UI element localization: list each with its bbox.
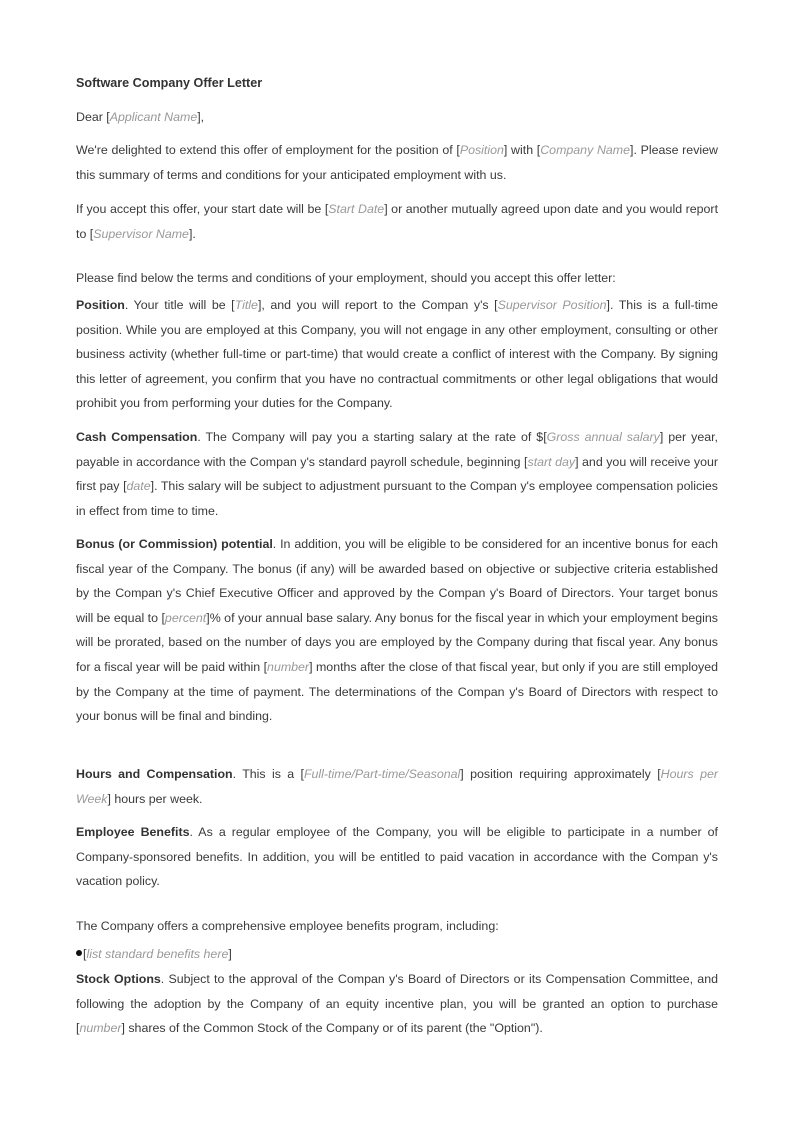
placeholder-supervisor-position: Supervisor Position: [497, 298, 607, 312]
placeholder-start-date: Start Date: [328, 202, 385, 216]
cash-text: . The Company will pay you a starting salary at the rate of $[: [197, 430, 547, 444]
cash-text: ] and you will receive your first pay [: [76, 454, 718, 494]
placeholder-employment-type: Full-time/Part-time/Seasonal: [303, 767, 461, 781]
hours-text: . This is a [: [232, 767, 304, 781]
terms-intro: Please find below the terms and conditions of your employment, should you accept this offer letter:: [76, 271, 616, 285]
section-heading-stock-options: Stock Options: [76, 972, 161, 986]
placeholder-percent: percent: [164, 610, 207, 625]
position-text: ], and you will report to the Compan y's [: [257, 298, 498, 312]
start-text: ] or another mutually agreed upon date and you would report to [: [76, 202, 719, 241]
placeholder-number: number: [267, 659, 310, 674]
cash-text: ] per year, payable in accordance with the Compan y's standard payroll schedule, beginning [: [76, 430, 718, 469]
hours-text: ] hours per week.: [107, 791, 203, 806]
section-heading-hours: Hours and Compensation: [76, 767, 233, 781]
placeholder-gross-salary: Gross annual salary: [546, 430, 660, 444]
document-title: Software Company Offer Letter: [76, 76, 263, 90]
placeholder-title: Title: [234, 298, 258, 312]
section-heading-benefits: Employee Benefits: [76, 825, 190, 839]
section-heading-bonus: Bonus (or Commission) potential: [76, 537, 273, 551]
start-text: ].: [188, 226, 196, 241]
benefits-section: [76, 820, 718, 894]
placeholder-supervisor-name: Supervisor Name: [93, 226, 189, 241]
stock-options-section: [76, 967, 718, 1041]
benefits-program: The Company offers a comprehensive employee benefits program, including:: [76, 919, 499, 933]
placeholder-shares-number: number: [79, 1021, 122, 1036]
greeting-text: ],: [197, 110, 205, 124]
section-heading-position: Position: [76, 298, 125, 312]
benefits-list-item: [76, 942, 232, 966]
bonus-text: ] months after the close of that fiscal year, but only if you are still employed by the Company at the time of payment. The determinations of the Compan y's Board of Directors with respect to your bonus will be final and binding.: [76, 659, 718, 724]
placeholder-date: date: [126, 479, 151, 494]
intro-paragraph: [76, 138, 718, 187]
bonus-text: ]% of your annual base salary. Any bonus for the fiscal year in which your employment begins will be prorated, based on the number of days you are employed by the Company during that fiscal year. Any bonus for a fiscal year will be paid within [: [76, 610, 719, 674]
position-text: ]. This is a full-time position. While you are employed at this Company, you will not engage in any other employment, consulting or other business activity (whether full-time or part-time) that would create a conflict of interest with the Company. By signing this letter of agreement, you confirm that you have no contractual commitments or other legal obligations that would prohibit you from performing your duties for the Company.: [76, 298, 719, 411]
greeting: [76, 105, 718, 130]
placeholder-start-day: start day: [527, 454, 576, 469]
bonus-text: . In addition, you will be eligible to be considered for an incentive bonus for each fiscal year of the Company. The bonus (if any) will be awarded based on objective or subjective criteria established by the Compan y's Chief Executive Officer and approved by the Compan y's Board of Directors. Your target bonus will be equal to [: [76, 537, 718, 625]
cash-text: ]. This salary will be subject to adjustment pursuant to the Compan y's employee compensation policies in effect from time to time.: [76, 479, 718, 518]
intro-text: ]. Please review this summary of terms and conditions for your anticipated employment with us.: [76, 143, 718, 182]
position-section: [76, 293, 718, 416]
bullet-icon: [76, 950, 82, 956]
placeholder-applicant-name: Applicant Name: [109, 110, 198, 124]
bullet-text: ]: [228, 947, 232, 961]
intro-text: ] with [: [503, 143, 541, 157]
cash-compensation-section: [76, 425, 718, 523]
start-date-paragraph: [76, 197, 718, 246]
section-heading-cash-compensation: Cash Compensation: [76, 430, 198, 444]
start-text: If you accept this offer, your start date will be [: [76, 202, 329, 216]
stock-text: ] shares of the Common Stock of the Company or of its parent (the "Option").: [121, 1021, 543, 1036]
bullet-text: [: [83, 947, 87, 961]
placeholder-hours-per-week: Hours per Week: [76, 767, 718, 806]
placeholder-company-name: Company Name: [540, 143, 631, 157]
placeholder-position: Position: [459, 143, 504, 157]
position-text: . Your title will be [: [124, 298, 235, 312]
benefits-text: . As a regular employee of the Company, you will be eligible to participate in a number of Company-sponsored benefits. In addition, you will be entitled to paid vacation in accordance with the Compan y's vacation policy.: [76, 825, 718, 889]
stock-text: . Subject to the approval of the Compan y's Board of Directors or its Compensation Committee, and following the adoption by the Company of an equity incentive plan, you will be granted an option to purchase [: [76, 972, 718, 1036]
hours-section: [76, 762, 718, 811]
intro-text: We're delighted to extend this offer of employment for the position of [: [76, 143, 460, 157]
placeholder-benefits: list standard benefits here: [86, 947, 229, 961]
hours-text: ] position requiring approximately [: [460, 767, 661, 781]
greeting-text: Dear [: [76, 110, 110, 124]
bonus-section: [76, 532, 718, 729]
